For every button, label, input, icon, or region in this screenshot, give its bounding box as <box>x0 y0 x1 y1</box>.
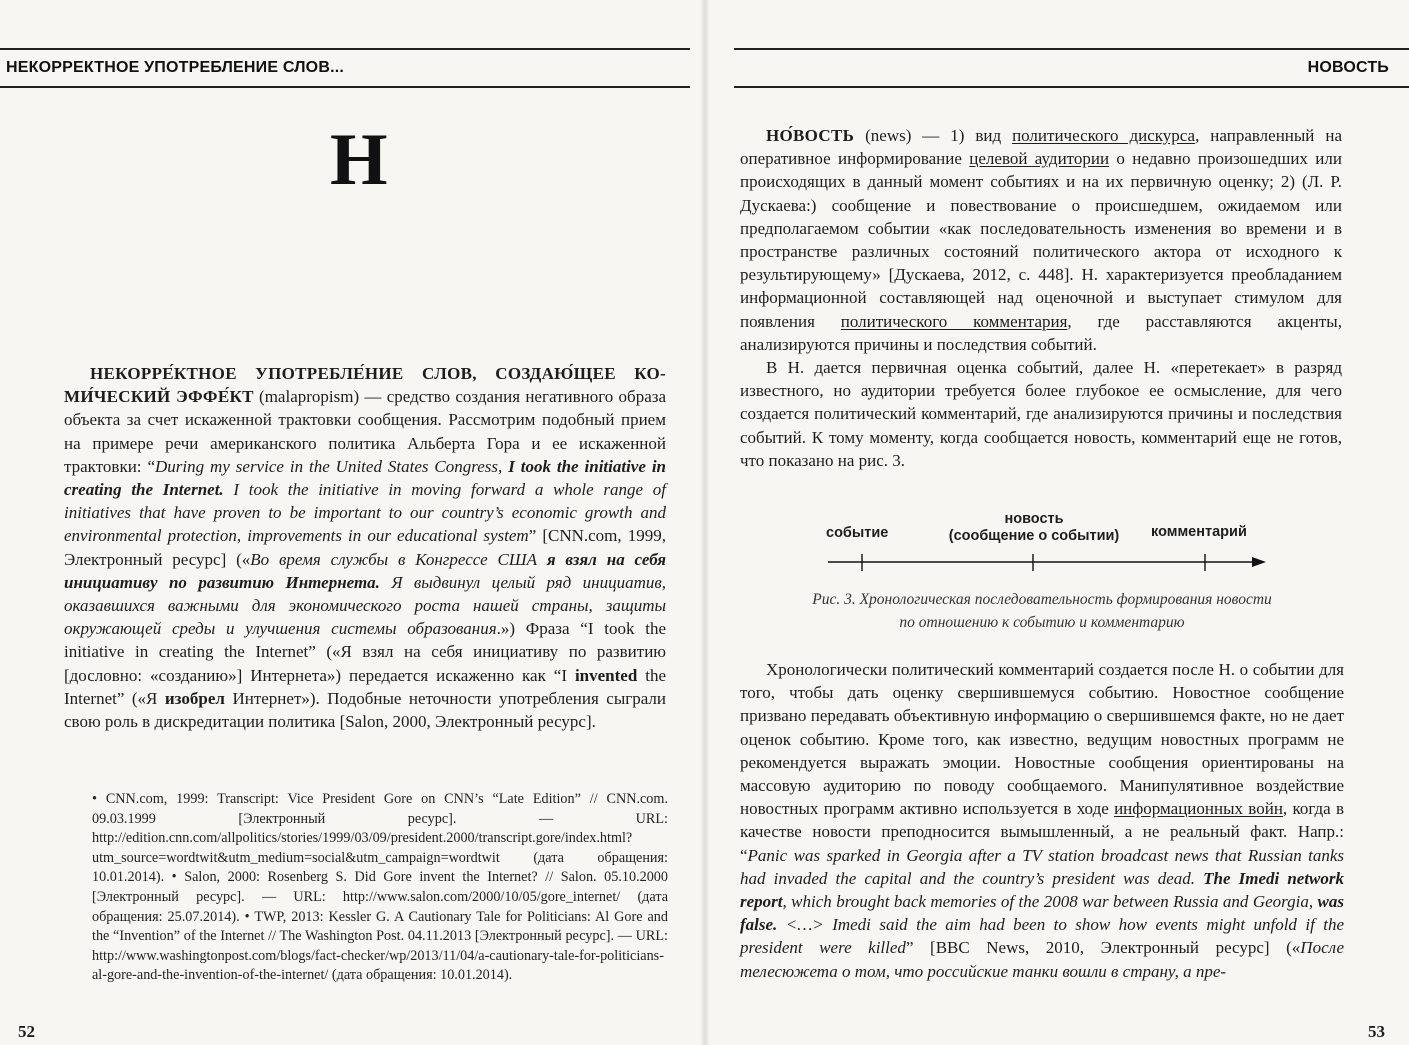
headword: НЕКОРРЕ́КТНОЕ УПОТРЕБЛЕ́НИЕ СЛОВ, СОЗДАЮ́ЩЕЕ КО- МИ́ЧЕСКИЙ ЭФФЕ́КТ <box>64 364 666 407</box>
entry-text: , направленный на оперативное информирование <box>740 126 1342 169</box>
quote-ru-cont: Я выдвинул целый ряд инициатив, оказавшихся важными для экономического роста нашей страны, защиты окружающей среды и улучшения системы образования <box>64 572 666 639</box>
paragraph: Хронологически политический комментарий создается после Н. о событии для того, чтобы дать оценку свершившемуся событию. Новостное сообщение призвано передавать объективную информацию о свершившемся факте, но не дает оценок событию. Кроме того, как известно, ведущим новостных программ не рекомендуется выражать эмоции. Новостные сообщения ориентированы на массовую аудиторию по поводу сообщаемого. Манипулятивное воздействие новостных программ активно используется в ходе <box>740 660 1344 819</box>
cross-ref-link[interactable]: политического комментария <box>840 311 1068 331</box>
running-head-left: НЕКОРРЕКТНОЕ УПОТРЕБЛЕНИЕ СЛОВ... <box>0 48 690 88</box>
emphasis-invented: invented <box>574 665 638 685</box>
entry-text: .») Фраза “I took the initiative in creating the Internet” («Я взял на себя инициативу по развитию [дословно: «созданию»] Интернета») передается искаженно как “I <box>64 619 666 685</box>
quote-en-emphasis: was false. <box>740 892 1344 935</box>
quote-en-cont: , which brought back memories of the 2008 war between Russia and Georgia, <box>782 892 1318 912</box>
paragraph: , когда в качестве новости преподносится вымышленный, а не реальный факт. Напр.: “ <box>740 799 1344 865</box>
label-event: событие <box>826 525 889 541</box>
quote-en-cont: <…> Imedi said the aim had been to show how events might unfold if the president were killed <box>740 915 1344 958</box>
entry-text: о недавно произошедших или происходящих в данный момент событиях и на их первичную оценку; 2) (Л. Р. Дускаева:) сообщение и повествование о происшедшем, ожидаемом или предполагаемом событии «как последовательность изменения во времени и в пространстве различных состояний политического актора от исходного к результирующему» [Дускаева, 2012, с. 448]. Н. характеризуется преобладанием информационной составляющей над оценочной и выступает стимулом для появления <box>740 149 1342 331</box>
entry-text: , где расставляются акценты, анализируются причины и последствия событий. <box>740 311 1342 354</box>
emphasis-izobrel: изобрел <box>164 688 225 708</box>
caption-line-1: Рис. 3. Хронологическая последовательность формирования новости <box>812 591 1272 608</box>
entry-text: ” [CNN.com, 1999, Электронный ресурс] (« <box>64 526 666 569</box>
timeline-arrowhead <box>1252 557 1266 567</box>
references: • CNN.com, 1999: Transcript: Vice President Gore on CNN’s “Late Edition” // CNN.com. 09.03.1999 [Электронный ресурс]. — URL: http://edition.cnn.com/allpolitics/stories/1999/03/09/president.2000/transcript.gore/index.html?utm_source=wordtwit&utm_medium=social&utm_campaign=wordtwit (дата обращения: 10.01.2014). • Salon, 2000: Rosenberg S. Did Gore invent the Internet? // Salon. 05.10.2000 [Электронный ресурс]. — URL: http://www.salon.com/2000/10/05/gore_internet/ (дата обращения: 25.07.2014). • TWP, 2013: Kessler G. A Cautionary Tale for Politicians: Al Gore and the “Invention” of the Internet // The Washington Post. 04.11.2013 [Электронный ресурс]. — URL: http://www.washingtonpost.com/blogs/fact-checker/wp/2013/11/04/a-cautionary-tale-for-politicians-al-gore-and-the-invention-of-the-internet/ (дата обращения: 10.01.2014). <box>92 791 668 984</box>
page-number-left: 52 <box>18 1022 35 1041</box>
quote-en: Panic was sparked in Georgia after a TV station broadcast news that Russian tanks had invaded the capital and the country’s president was dead. <box>740 845 1344 888</box>
label-news-sub: (сообщение о событии) <box>948 528 1120 544</box>
quote-ru: После телесюжета о том, что российские танки вошли в страну, а пре- <box>740 938 1345 981</box>
quote-en-emphasis: The Imedi network report <box>740 868 1345 912</box>
label-news: новость <box>1004 511 1064 527</box>
paragraph: ” [BBC News, 2010, Электронный ресурс] (« <box>905 938 1301 958</box>
quote-ru: Во время службы в Конгрессе США <box>250 549 547 569</box>
label-comment: комментарий <box>1151 524 1247 540</box>
entry-text: Интернет»). Подобные неточности употребления сыграли свою роль в дискредитации политика [Salon, 2000, Электронный ресурс]. <box>64 688 666 732</box>
entry-text: (news) — 1) вид <box>854 126 1013 145</box>
left-page <box>0 0 704 1045</box>
entry-news <box>740 124 1342 472</box>
paragraph: В Н. дается первичная оценка событий, далее Н. «перетекает» в разряд известного, но аудитории требуется более глубокое ее осмысление, для чего создается политический комментарий, где анализируются причины и последствия событий. К тому моменту, когда сообщается новость, комментарий еще не готов, что показано на рис. 3. <box>740 358 1342 470</box>
headword: НО́ВОСТЬ <box>766 126 855 145</box>
section-letter: Н <box>330 119 388 201</box>
entry-malapropism <box>64 362 666 733</box>
figure-timeline <box>740 505 1344 635</box>
entry-news-cont <box>740 658 1344 983</box>
quote-en-cont: I took the initiative in moving forward a whole range of initiatives that have proven to be important to our country’s economic growth and environmental protection, improvements in our educational system <box>64 480 666 546</box>
entry-text: the Internet” («Я <box>64 665 666 708</box>
page-number-right: 53 <box>1368 1022 1385 1041</box>
cross-ref-link[interactable]: политического дискурса <box>1012 126 1196 145</box>
caption-line-2: по отношению к событию и комментарию <box>899 614 1185 631</box>
cross-ref-link[interactable]: информационных войн <box>1114 799 1283 819</box>
quote-en: During my service in the United States Congress, <box>155 456 509 476</box>
entry-text: (malapropism) — средство создания негативного образа объекта за счет искаженной трактовки сообщения. Рассмотрим подобный прием на примере речи американского политика Альберта Гора и ее искаженной трактовки: “ <box>64 387 667 476</box>
cross-ref-link[interactable]: целевой аудитории <box>969 149 1110 169</box>
quote-en-emphasis: I took the initiative in creating the Internet. <box>64 456 667 500</box>
quote-ru-emphasis: я взял на себя инициативу по развитию Интернета. <box>64 549 667 592</box>
figure-caption <box>740 588 1344 634</box>
running-head-right: НОВОСТЬ <box>734 48 1409 88</box>
